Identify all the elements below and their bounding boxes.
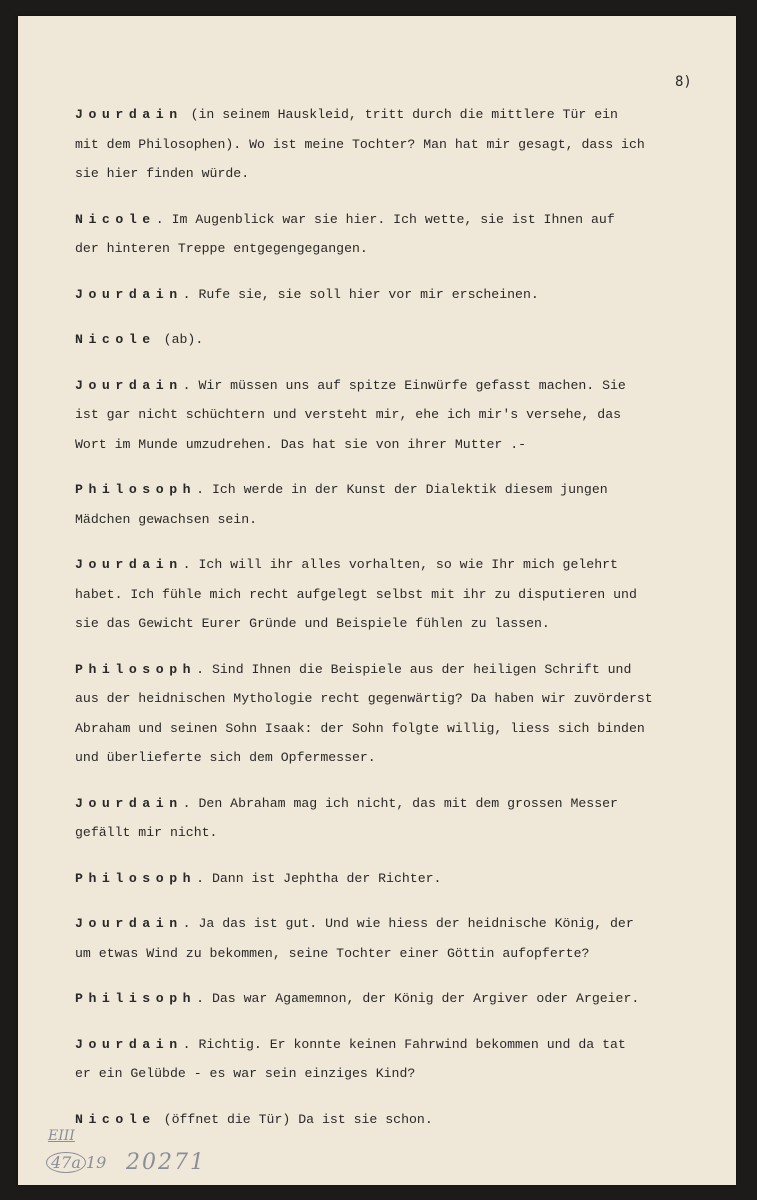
dialogue-line <box>75 743 715 773</box>
line-text: . Sind Ihnen die Beispiele aus der heiligen Schrift und <box>196 661 632 677</box>
page-number: 8) <box>675 74 692 90</box>
dialogue-line <box>75 789 715 819</box>
dialogue-line <box>75 205 715 235</box>
speaker-name: Philosoph <box>75 870 197 886</box>
line-text: Wort im Munde umzudrehen. Das hat sie von ihrer Mutter .- <box>75 436 527 452</box>
speaker-name: Philosoph <box>75 661 197 677</box>
dialogue-line <box>75 1059 715 1089</box>
dialogue-line <box>75 818 715 848</box>
dialogue-line <box>75 939 715 969</box>
dialogue-line <box>75 714 715 744</box>
dialogue-line <box>75 234 715 264</box>
dialogue-line <box>75 864 715 894</box>
line-text: Abraham und seinen Sohn Isaak: der Sohn folgte willig, liess sich binden <box>75 720 645 736</box>
dialogue-paragraph <box>75 280 715 310</box>
dialogue-line <box>75 371 715 401</box>
line-text: mit dem Philosophen). Wo ist meine Tochter? Man hat mir gesagt, dass ich <box>75 136 645 152</box>
speaker-name: Jourdain <box>75 1036 183 1052</box>
dialogue-paragraph <box>75 475 715 534</box>
speaker-name: Jourdain <box>75 286 183 302</box>
dialogue-line <box>75 325 715 355</box>
speaker-name: Philosoph <box>75 482 197 497</box>
dialogue-line <box>75 505 715 535</box>
dialogue-line <box>75 609 715 639</box>
speaker-name: Jourdain <box>75 795 183 811</box>
line-text: sie hier finden würde. <box>75 166 250 181</box>
line-text: . Ich werde in der Kunst der Dialektik diesem jungen <box>196 482 608 497</box>
archive-circle-suffix: 19 <box>85 1153 107 1172</box>
dialogue-paragraph <box>75 655 715 773</box>
dialogue-line <box>75 580 715 610</box>
dialogue-line <box>75 400 715 430</box>
dialogue-line <box>75 280 715 310</box>
dialogue-line <box>75 1105 715 1135</box>
script-text <box>75 100 715 1150</box>
line-text: . Dann ist Jephtha der Richter. <box>196 870 442 886</box>
speaker-name: Jourdain <box>75 557 183 572</box>
line-text: er ein Gelübde - es war sein einziges Kind? <box>75 1066 416 1081</box>
line-text: . Ich will ihr alles vorhalten, so wie Ihr mich gelehrt <box>182 557 618 572</box>
line-text: der hinteren Treppe entgegengegangen. <box>75 241 368 256</box>
dialogue-paragraph <box>75 909 715 968</box>
line-text: . Im Augenblick war sie hier. Ich wette, sie ist Ihnen auf <box>155 211 615 227</box>
dialogue-paragraph <box>75 984 715 1014</box>
dialogue-line <box>75 100 715 130</box>
dialogue-paragraph <box>75 789 715 848</box>
speaker-name: Jourdain <box>75 377 183 393</box>
speaker-name: Jourdain <box>75 107 183 122</box>
dialogue-paragraph <box>75 864 715 894</box>
line-text: (in seinem Hauskleid, tritt durch die mittlere Tür ein <box>182 107 618 122</box>
dialogue-paragraph <box>75 100 715 189</box>
line-text: und überlieferte sich dem Opfermesser. <box>75 750 376 765</box>
archive-mark: EIII <box>48 1128 75 1144</box>
line-text: aus der heidnischen Mythologie recht gegenwärtig? Da haben wir zuvörderst <box>75 691 653 706</box>
line-text: sie das Gewicht Eurer Gründe und Beispiele fühlen zu lassen. <box>75 616 550 631</box>
line-text: . Richtig. Er konnte keinen Fahrwind bekommen und da tat <box>182 1036 626 1052</box>
dialogue-line <box>75 430 715 460</box>
dialogue-paragraph <box>75 1030 715 1089</box>
dialogue-paragraph <box>75 550 715 639</box>
line-text: um etwas Wind zu bekommen, seine Tochter einer Göttin aufopferte? <box>75 945 590 961</box>
dialogue-paragraph <box>75 371 715 460</box>
dialogue-line <box>75 684 715 714</box>
speaker-name: Jourdain <box>75 916 183 931</box>
archive-signature <box>46 1152 106 1173</box>
dialogue-line <box>75 550 715 580</box>
dialogue-line <box>75 130 715 160</box>
line-text: . Den Abraham mag ich nicht, das mit dem grossen Messer <box>182 795 618 811</box>
line-text: habet. Ich fühle mich recht aufgelegt selbst mit ihr zu disputieren und <box>75 586 637 602</box>
archive-circle-mark: 47a <box>46 1152 86 1173</box>
line-text: . Ja das ist gut. Und wie hiess der heidnische König, der <box>182 916 634 931</box>
line-text: . Rufe sie, sie soll hier vor mir erscheinen. <box>182 286 539 302</box>
dialogue-line <box>75 159 715 189</box>
line-text: Mädchen gewachsen sein. <box>75 511 258 527</box>
dialogue-paragraph <box>75 1105 715 1135</box>
dialogue-line <box>75 475 715 505</box>
dialogue-line <box>75 1030 715 1060</box>
dialogue-paragraph <box>75 205 715 264</box>
speaker-name: Philisoph <box>75 991 197 1006</box>
line-text: gefällt mir nicht. <box>75 825 218 840</box>
dialogue-line <box>75 655 715 685</box>
archive-number: 20271 <box>126 1150 206 1175</box>
line-text: . Das war Agamemnon, der König der Argiver oder Argeier. <box>196 991 640 1006</box>
line-text: (öffnet die Tür) Da ist sie schon. <box>155 1111 433 1127</box>
line-text: ist gar nicht schüchtern und versteht mir, ehe ich mir's versehe, das <box>75 407 622 422</box>
dialogue-line <box>75 909 715 939</box>
line-text: . Wir müssen uns auf spitze Einwürfe gefasst machen. Sie <box>182 377 626 393</box>
speaker-name: Nicole <box>75 211 156 227</box>
speaker-name: Nicole <box>75 1111 156 1127</box>
document-page <box>18 16 736 1185</box>
speaker-name: Nicole <box>75 332 156 347</box>
dialogue-line <box>75 984 715 1014</box>
dialogue-paragraph <box>75 325 715 355</box>
line-text: (ab). <box>155 332 204 347</box>
